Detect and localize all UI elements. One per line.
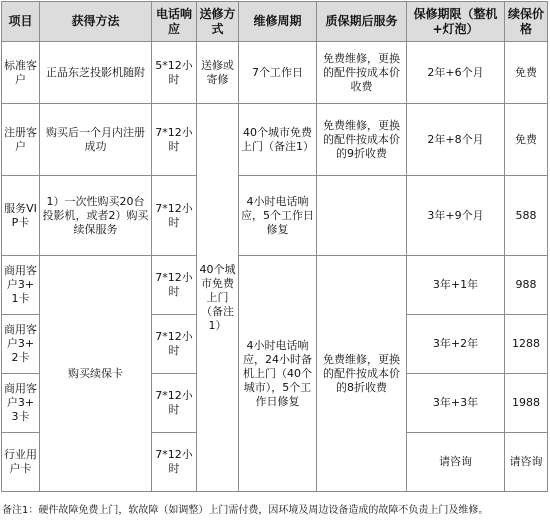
cell-item: 注册客户 [2,104,40,176]
header-renew: 续保价格 [505,2,548,42]
cell-delivery-merged: 40个城市免费上门（备注1） [197,104,239,492]
cell-phone: 5*12小时 [152,42,197,104]
cell-method-merged: 购买续保卡 [40,256,152,492]
cell-cycle: 7个工作日 [239,42,317,104]
cell-phone: 7*12小时 [152,176,197,256]
cell-renew: 588 [505,176,548,256]
header-cycle: 维修周期 [239,2,317,42]
table-header-row [2,2,548,42]
header-item: 项目 [2,2,40,42]
header-delivery: 送修方式 [197,2,239,42]
cell-item: 商用客户3+3卡 [2,374,40,433]
cell-method: 1）一次性购买20台投影机，或者2）购买续保服务 [40,176,152,256]
cell-after: 免费维修，更换的配件按成本价的9折收费 [317,104,407,176]
cell-warranty: 3年+1年 [407,256,505,315]
cell-renew: 免费 [505,104,548,176]
cell-cycle: 4小时电话响应，5个工作日修复 [239,176,317,256]
cell-renew: 免费 [505,42,548,104]
cell-method: 购买后一个月内注册成功 [40,104,152,176]
header-after: 质保期后服务 [317,2,407,42]
table-row [2,256,548,315]
cell-item: 标准客户 [2,42,40,104]
cell-warranty: 2年+8个月 [407,104,505,176]
cell-phone: 7*12小时 [152,104,197,176]
service-table [1,1,548,492]
cell-item: 服务VIP卡 [2,176,40,256]
cell-renew: 988 [505,256,548,315]
footnote: 备注1：硬件故障免费上门，软故障（如调整）上门需付费，因环境及周边设备造成的故障不负责上门及维修。 [2,505,489,516]
cell-warranty: 3年+2年 [407,315,505,374]
table-row [2,104,548,176]
cell-after-merged: 免费维修，更换的配件按成本价的8折收费 [317,256,407,492]
header-warranty: 保修期限（整机+灯泡） [407,2,505,42]
cell-item: 商用客户3+2卡 [2,315,40,374]
cell-phone: 7*12小时 [152,315,197,374]
cell-renew: 1288 [505,315,548,374]
cell-after-empty [317,176,407,256]
table-row [2,42,548,104]
cell-cycle-merged: 4小时电话响应，24小时备机上门（40个城市），5个工作日修复 [239,256,317,492]
table-row [2,176,548,256]
cell-item: 行业用户卡 [2,433,40,492]
cell-renew: 1988 [505,374,548,433]
header-phone: 电话响应 [152,2,197,42]
cell-after: 免费维修，更换的配件按成本价收费 [317,42,407,104]
cell-phone: 7*12小时 [152,256,197,315]
cell-warranty: 2年+6个月 [407,42,505,104]
header-method: 获得方法 [40,2,152,42]
cell-delivery: 送修或寄修 [197,42,239,104]
cell-phone: 7*12小时 [152,433,197,492]
cell-method: 正品东芝投影机随附 [40,42,152,104]
cell-phone: 7*12小时 [152,374,197,433]
cell-warranty: 3年+3年 [407,374,505,433]
cell-renew: 请咨询 [505,433,548,492]
cell-warranty: 3年+9个月 [407,176,505,256]
cell-item: 商用客户3+1卡 [2,256,40,315]
cell-cycle: 40个城市免费上门（备注1） [239,104,317,176]
cell-warranty: 请咨询 [407,433,505,492]
